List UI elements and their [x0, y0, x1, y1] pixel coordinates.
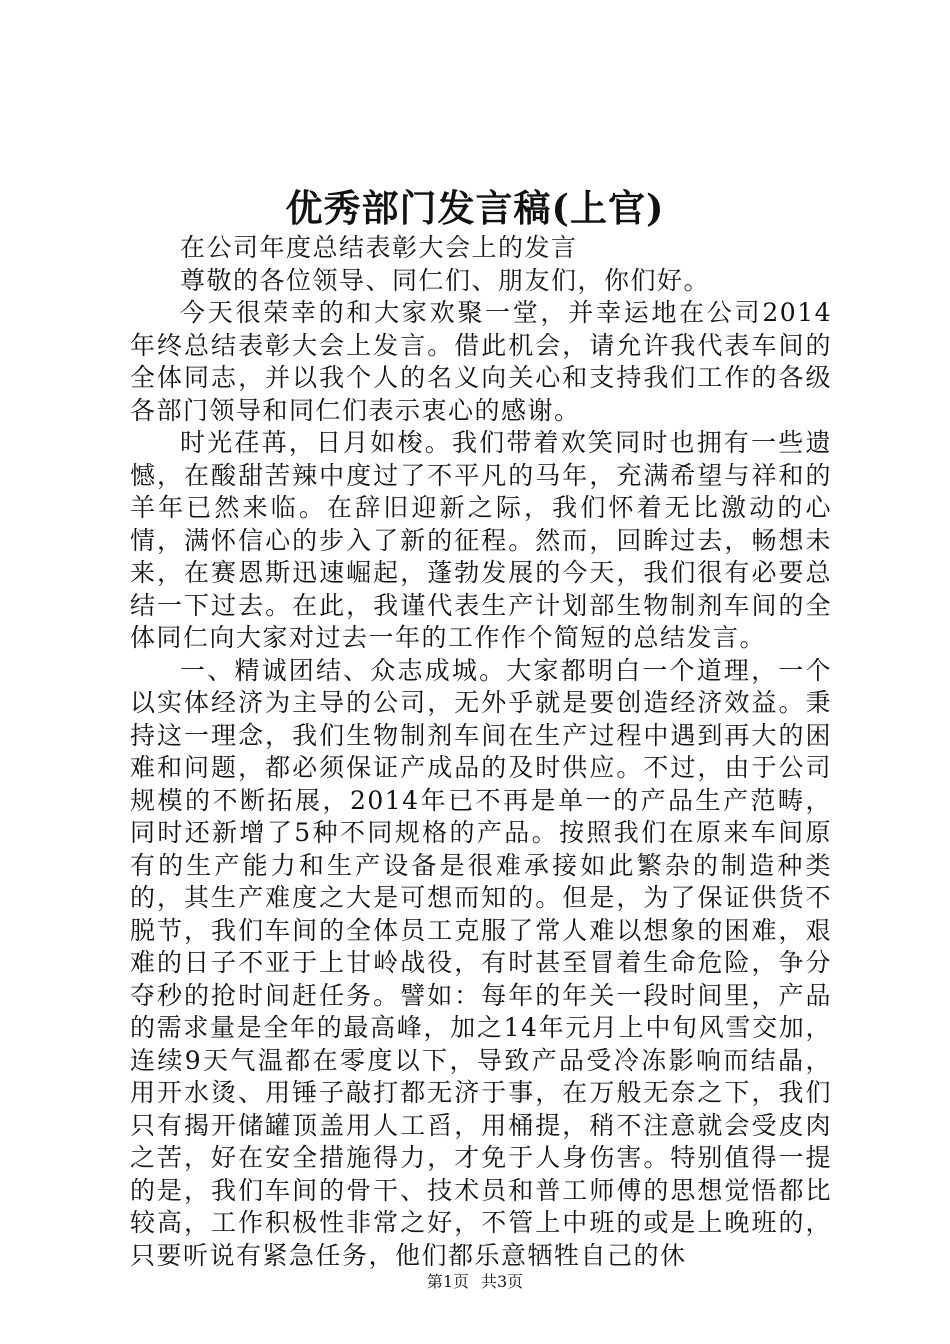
paragraph-greeting: 尊敬的各位领导、同仁们、朋友们，你们好。	[180, 265, 711, 295]
paragraph-subtitle: 在公司年度总结表彰大会上的发言	[180, 233, 578, 262]
document-title: 优秀部门发言稿(上官)	[285, 186, 665, 230]
page-number: 第1页	[426, 1272, 469, 1291]
page-footer	[0, 1272, 950, 1292]
paragraph-intro: 今天很荣幸的和大家欢聚一堂，并幸运地在公司2014年终总结表彰大会上发言。借此机会，请允许我代表车间的全体同志，并以我个人的名义向关心和支持我们工作的各级各部门领导和同仁们表示衷心的感谢。	[130, 298, 832, 425]
paragraph-review: 时光荏苒，日月如梭。我们带着欢笑同时也拥有一些遗憾，在酸甜苦辣中度过了不平凡的马年，充满希望与祥和的羊年已然来临。在辞旧迎新之际，我们怀着无比激动的心情，满怀信心的步入了新的征程。然而，回眸过去，畅想未来，在赛恩斯迅速崛起，蓬勃发展的今天，我们很有必要总结一下过去。在此，我谨代表生产计划部生物制剂车间的全体同仁向大家对过去一年的工作作个简短的总结发言。	[130, 428, 832, 652]
paragraph-section-one: 一、精诚团结、众志成城。大家都明白一个道理，一个以实体经济为主导的公司，无外乎就是要创造经济效益。秉持这一理念，我们生物制剂车间在生产过程中遇到再大的困难和问题，都必须保证产成品的及时供应。不过，由于公司规模的不断拓展，2014年已不再是单一的产品生产范畴，同时还新增了5种不同规格的产品。按照我们在原来车间原有的生产能力和生产设备是很难承接如此繁杂的制造种类的，其生产难度之大是可想而知的。但是，为了保证供货不脱节，我们车间的全体员工克服了常人难以想象的困难，艰难的日子不亚于上甘岭战役，有时甚至冒着生命危险，争分夺秒的抢时间赶任务。譬如：每年的年关一段时间里，产品的需求量是全年的最高峰，加之14年元月上中旬风雪交加，连续9天气温都在零度以下，导致产品受冷冻影响而结晶，用开水烫、用锤子敲打都无济于事，在万般无奈之下，我们只有揭开储罐顶盖用人工舀，用桶提，稍不注意就会受皮肉之苦，好在安全措施得力，才免于人身伤害。特别值得一提的是，我们车间的骨干、技术员和普工师傅的思想觉悟都比较高，工作积极性非常之好，不管上中班的或是上晚班的，只要听说有紧急任务，他们都乐意牺牲自己的休	[130, 655, 832, 1270]
page-total: 共3页	[481, 1272, 524, 1291]
document-body	[130, 232, 832, 1272]
